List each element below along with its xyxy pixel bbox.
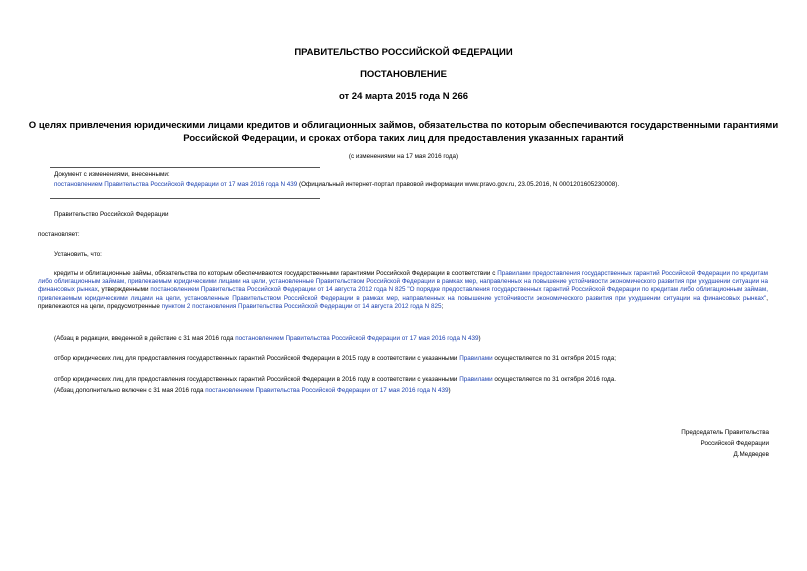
note-amendment-2 — [54, 387, 451, 395]
signature-country: Российской Федерации — [700, 440, 769, 447]
p5-end: осуществляется по 31 октября 2015 года; — [492, 355, 616, 362]
changes-line — [54, 181, 774, 189]
government-heading: ПРАВИТЕЛЬСТВО РОССИЙСКОЙ ФЕДЕРАЦИИ — [294, 47, 513, 58]
signature-block — [560, 427, 769, 460]
note2-link[interactable]: постановлением Правительства Российской Федерации от 17 мая 2016 года N 439 — [205, 387, 449, 394]
signature-name: Д.Медведев — [733, 451, 769, 458]
revision-note: (с изменениями на 17 мая 2016 года) — [348, 153, 459, 160]
paragraph-credits — [38, 270, 768, 311]
note1-link[interactable]: постановлением Правительства Российской Федерации от 17 мая 2016 года N 439 — [235, 335, 479, 342]
document-type: ПОСТАНОВЛЕНИЕ — [360, 69, 447, 80]
changes-block — [54, 171, 774, 189]
signature-position: Председатель Правительства — [681, 429, 769, 436]
credits-text-4: ; — [441, 302, 444, 310]
paragraph-establish: Установить, что: — [54, 251, 102, 258]
document-date: от 24 марта 2015 года N 266 — [338, 91, 469, 102]
credits-text-1: кредиты и облигационные займы, обязательства по которым обеспечиваются государственными гарантиями Российской Федерации в соответствии с — [54, 270, 498, 277]
paragraph-government: Правительство Российской Федерации — [54, 211, 169, 218]
changes-label: Документ с изменениями, внесенными: — [54, 171, 170, 178]
note-amendment-1 — [54, 335, 481, 343]
p5-text: отбор юридических лиц для предоставления государственных гарантий Российской Федерации в 2015 году в соответствии с указанными — [54, 355, 460, 362]
credits-text-3: , привлекаются на цели, предусмотренные — [38, 294, 768, 310]
p6-text: отбор юридических лиц для предоставления государственных гарантий Российской Федерации в 2016 году в соответствии с указанными — [54, 376, 460, 383]
document-title — [0, 119, 807, 145]
decree-825-link[interactable]: постановлением Правительства Российской Федерации от 14 августа 2012 года N 825 "О порядке предоставления государственных гарантий Российской Федерации по кредитам либо облигационным займам, привлекаемым юридическими лицами на цели, установленные Правительством Российской Федерации в рамках мер, направленных на повышение устойчивости экономического развития при ухудшении ситуации на финансовых рынках" — [38, 286, 769, 302]
changes-link[interactable]: постановлением Правительства Российской Федерации от 17 мая 2016 года N 439 — [54, 181, 298, 189]
divider-top — [50, 167, 320, 168]
credits-text-2: , утвержденными — [97, 286, 151, 294]
note2-end: ) — [448, 387, 451, 394]
p5-rules-link[interactable]: Правилами — [459, 355, 493, 362]
note1-end: ) — [478, 335, 481, 342]
changes-source: (Официальный интернет-портал правовой информации www.pravo.gov.ru, 23.05.2016, N 0001201605230008). — [297, 181, 620, 189]
note2-text: (Абзац дополнительно включен с 31 мая 2016 года — [54, 387, 206, 394]
note1-text: (Абзац в редакции, введенной в действие с 31 мая 2016 года — [54, 335, 236, 342]
title-line-1: О целях привлечения юридическими лицами кредитов и облигационных займов, обязательства по которым обеспечиваются государственными гарантиями — [28, 120, 779, 131]
paragraph-decrees: постановляет: — [38, 231, 80, 238]
title-line-2: Российской Федерации, и сроках отбора таких лиц для предоставления указанных гарантий — [183, 133, 624, 144]
divider-bottom — [50, 198, 320, 199]
p6-end: осуществляется по 31 октября 2016 года. — [492, 376, 616, 383]
paragraph-selection-2015 — [54, 355, 616, 363]
point-2-link[interactable]: пунктом 2 постановления Правительства Российской Федерации от 14 августа 2012 года N 825 — [161, 302, 442, 310]
p6-rules-link[interactable]: Правилами — [459, 376, 493, 383]
rules-link[interactable]: Правилами предоставления государственных гарантий Российской Федерации по кредитам либо облигационным займам, привлекаемым юридическими лицами на цели, установленные Правительством Российской Федерации в рамках мер, направленных на повышение устойчивости экономического развития при ухудшении ситуации на финансовых рынках — [38, 270, 768, 294]
paragraph-selection-2016 — [54, 376, 616, 384]
